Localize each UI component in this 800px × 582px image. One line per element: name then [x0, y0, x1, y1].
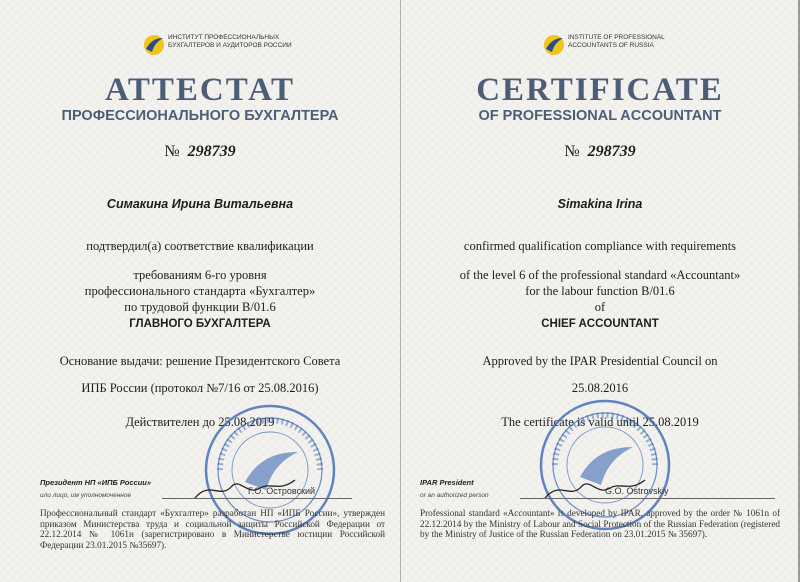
- ipar-logo-icon: [543, 34, 565, 56]
- fine-print: Professional standard «Accountant» is developed by IPAR, approved by the order № 1061n of 22.12.2014 by the Ministry of Labour and Social Protection of the Russian Federation (registered by the Ministry of Justice of the Russian Federation on 23.01.2015 № 35697).: [420, 508, 780, 539]
- certificate-title: АТТЕСТАТ: [104, 72, 296, 108]
- number-value: 298739: [187, 143, 236, 160]
- org-name: [168, 34, 292, 50]
- validity-line: Действителен до 25.08.2019: [125, 415, 275, 429]
- validity-line: The certificate is valid until 25.08.2019: [501, 415, 699, 429]
- signatory-name: Г.О. Островский: [248, 486, 316, 496]
- signatory-subtitle: or an authorized person: [420, 492, 489, 499]
- org-name-line2: БУХГАЛТЕРОВ И АУДИТОРОВ РОССИИ: [168, 42, 292, 49]
- basis-line-1: Approved by the IPAR Presidential Council on: [482, 354, 718, 368]
- signatory-name: G.O. Ostrovskiy: [605, 486, 669, 496]
- fine-print: Профессиональный стандарт «Бухгалтер» разработан НП «ИПБ России», утвержден приказом Министерства труда и социальной защиты Российской Федерации от 22.12.2014 № 1061н (зарегистрировано в Министерстве юстиции Российской Федерации 23.01.2015 №35697).: [40, 508, 385, 550]
- certificate-subtitle: OF PROFESSIONAL ACCOUNTANT: [478, 108, 722, 124]
- number-label: №: [564, 143, 580, 160]
- org-name: [568, 34, 665, 50]
- number-label: №: [164, 143, 180, 160]
- qualification-line-3: профессионального стандарта «Бухгалтер»: [84, 284, 316, 298]
- ipar-logo-icon: [143, 34, 165, 56]
- qualification-line-3: for the labour function B/01.6: [525, 284, 675, 298]
- holder-name: Симакина Ирина Витальевна: [106, 197, 294, 211]
- basis-line-2: 25.08.2016: [571, 381, 629, 395]
- qualification-line-2: of the level 6 of the professional standard «Accountant»: [459, 268, 741, 282]
- qualification-line-2: требованиям 6-го уровня: [133, 268, 267, 282]
- basis-line-1: Основание выдачи: решение Президентского Совета: [59, 354, 341, 368]
- qualification-line-1: confirmed qualification compliance with requirements: [463, 239, 737, 253]
- position-title: ГЛАВНОГО БУХГАЛТЕРА: [129, 318, 271, 330]
- org-name-line1: INSTITUTE OF PROFESSIONAL: [568, 34, 665, 41]
- org-name-line1: ИНСТИТУТ ПРОФЕССИОНАЛЬНЫХ: [168, 34, 280, 41]
- english-side: [400, 0, 800, 582]
- signatory-title: IPAR President: [420, 478, 474, 487]
- qualification-line-4: по трудовой функции В/01.6: [124, 300, 276, 314]
- signatory-subtitle: или лицо, им уполномоченное: [40, 492, 132, 499]
- org-name-line2: ACCOUNTANTS OF RUSSIA: [568, 42, 654, 49]
- basis-line-2: ИПБ России (протокол №7/16 от 25.08.2016): [81, 381, 319, 395]
- qualification-line-4: of: [594, 300, 606, 314]
- certificate-subtitle: ПРОФЕССИОНАЛЬНОГО БУХГАЛТЕРА: [61, 108, 339, 124]
- certificate-title: CERTIFICATE: [476, 72, 724, 108]
- certificate-number: [400, 143, 800, 161]
- certificate-number: [0, 143, 400, 161]
- position-title: CHIEF ACCOUNTANT: [541, 318, 659, 330]
- holder-name: Simakina Irina: [557, 197, 643, 211]
- qualification-line-1: подтвердил(а) соответствие квалификации: [86, 239, 314, 253]
- number-value: 298739: [587, 143, 636, 160]
- signatory-title: Президент НП «ИПБ России»: [40, 478, 152, 487]
